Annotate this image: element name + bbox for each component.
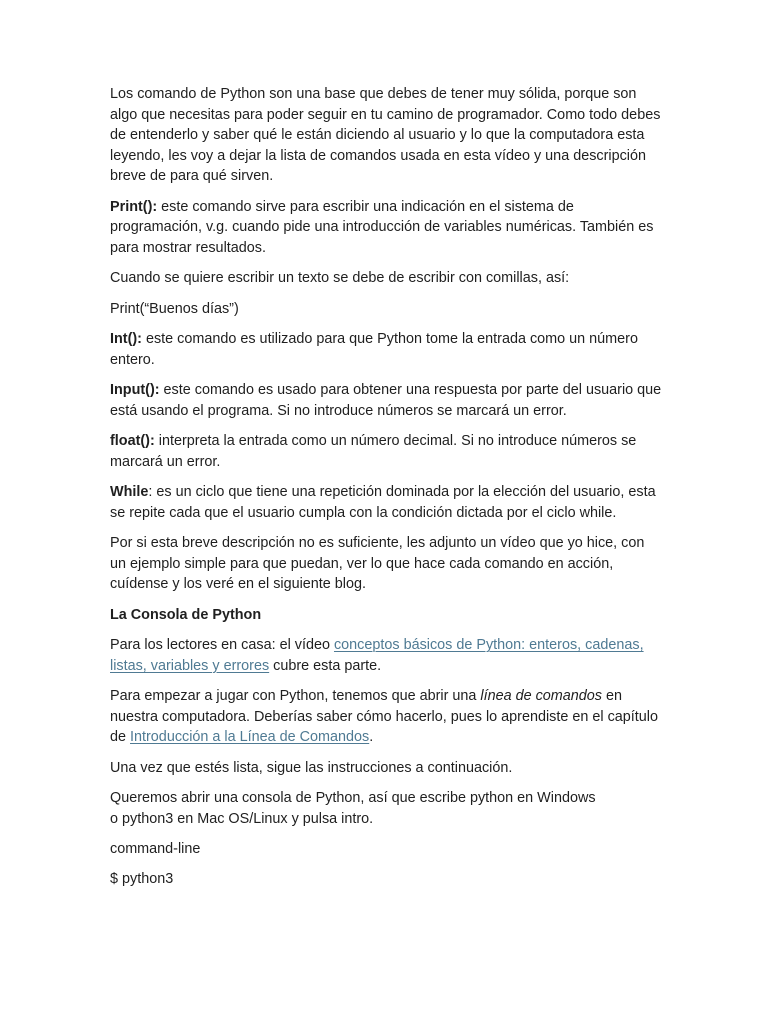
- int-term: Int():: [110, 331, 142, 348]
- open-console-paragraph: [110, 788, 662, 829]
- start-paragraph: [110, 686, 662, 748]
- while-term: While: [110, 484, 149, 501]
- readers-text-before: Para los lectores en casa: el vídeo: [110, 637, 334, 654]
- start-text-before: Para empezar a jugar con Python, tenemos que abrir una: [110, 688, 481, 705]
- video-note: Por si esta breve descripción no es suficiente, les adjunto un vídeo que yo hice, con un ejemplo simple para que puedan, ver lo que hace cada comando en acción, cuídense y los veré en el siguiente blog.: [110, 535, 645, 593]
- code-command: $ python3: [110, 871, 174, 888]
- input-definition: [110, 380, 662, 421]
- console-heading: La Consola de Python: [110, 606, 262, 623]
- quotes-note: Cuando se quiere escribir un texto se debe de escribir con comillas, así:: [110, 270, 570, 287]
- while-definition: [110, 482, 662, 523]
- start-text-after: .: [369, 729, 374, 746]
- int-description: este comando es utilizado para que Python tome la entrada como un número entero.: [110, 331, 638, 368]
- input-description: este comando es usado para obtener una respuesta por parte del usuario que está usando el programa. Si no introduce números se marcará un error.: [110, 382, 662, 419]
- print-definition: [110, 197, 662, 259]
- float-term: float():: [110, 433, 155, 450]
- intro-paragraph: Los comando de Python son una base que debes de tener muy sólida, porque son algo que necesitas para poder seguir en tu camino de programador. Como todo debes de entenderlo y saber qué le están diciendo al usuario y lo que la computadora esta leyendo, les voy a dejar la lista de comandos usada en esta vídeo y una descripción breve de para qué sirven.: [110, 86, 661, 185]
- input-term: Input():: [110, 382, 160, 399]
- print-term: Print():: [110, 198, 158, 215]
- print-example: Print(“Buenos días”): [110, 300, 239, 317]
- python-basics-video-link[interactable]: conceptos básicos de Python: enteros, cadenas, listas, variables y errores: [110, 637, 644, 674]
- readers-text-after: cubre esta parte.: [269, 657, 382, 674]
- document-body: [110, 84, 662, 900]
- start-text-middle: en nuestra computadora. Deberías saber cómo hacerlo, pues lo aprendiste en el capítulo de: [110, 688, 658, 746]
- command-line-intro-link[interactable]: Introducción a la Línea de Comandos: [130, 729, 370, 746]
- open-console-line-2: o python3 en Mac OS/Linux y pulsa intro.: [110, 810, 374, 827]
- print-description: este comando sirve para escribir una indicación en el sistema de programación, v.g. cuando pide una introducción de variables numéricas. También es para mostrar resultados.: [110, 198, 654, 256]
- int-definition: [110, 329, 662, 370]
- float-definition: [110, 431, 662, 472]
- while-description: : es un ciclo que tiene una repetición dominada por la elección del usuario, esta se repite cada que el usuario cumpla con la condición dictada por el ciclo while.: [110, 484, 656, 521]
- command-line-emphasis: línea de comandos: [480, 688, 602, 705]
- ready-paragraph: Una vez que estés lista, sigue las instrucciones a continuación.: [110, 759, 513, 776]
- code-block-label: command-line: [110, 840, 201, 857]
- readers-paragraph: [110, 635, 662, 676]
- open-console-line-1: Queremos abrir una consola de Python, así que escribe python en Windows: [110, 789, 596, 806]
- float-description: interpreta la entrada como un número decimal. Si no introduce números se marcará un error.: [110, 433, 637, 470]
